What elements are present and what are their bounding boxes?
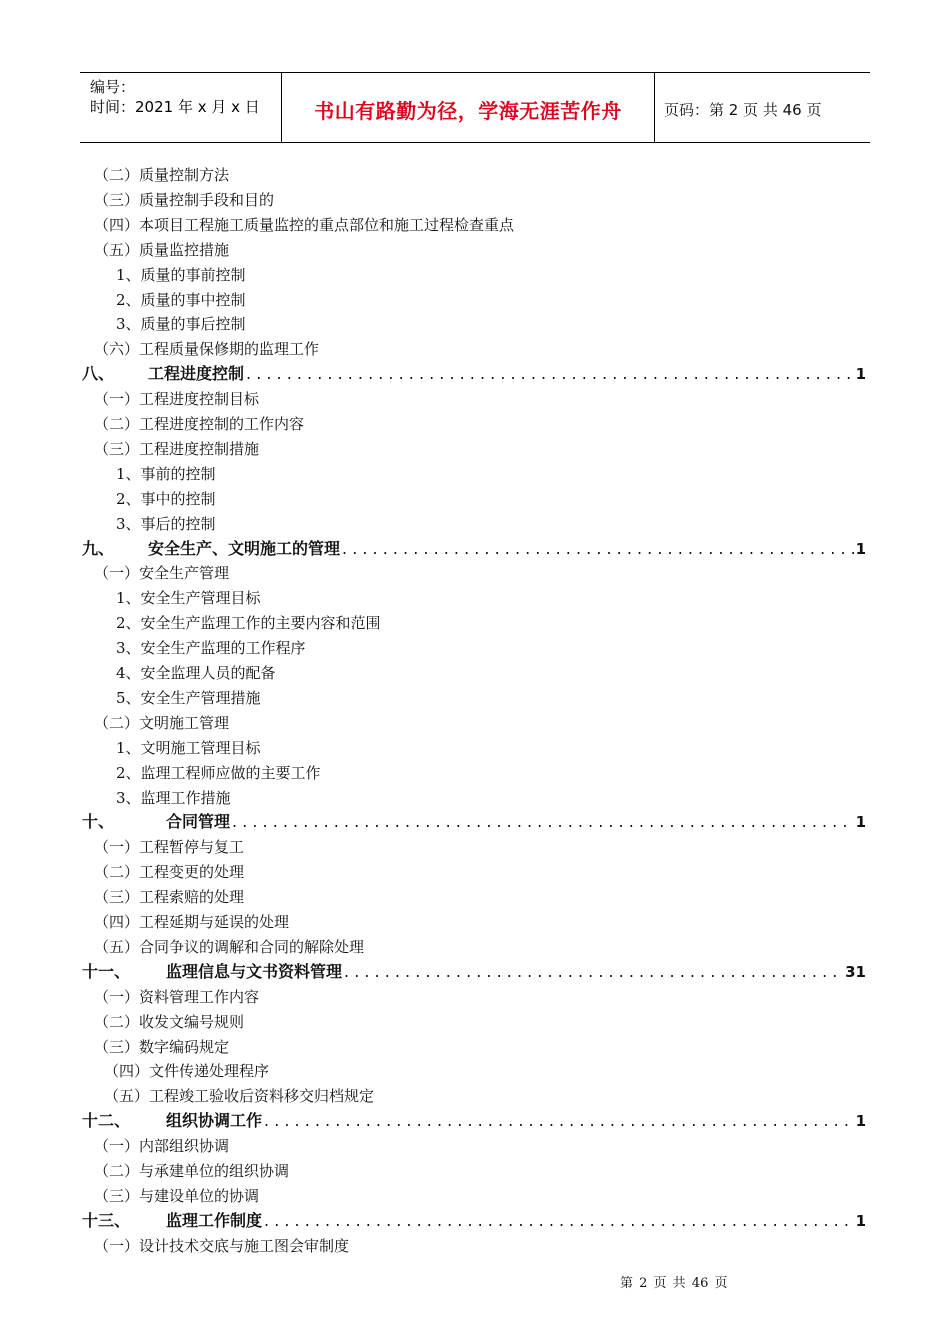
- toc-dot-leader: [342, 538, 854, 560]
- toc-section-number: 十三、: [82, 1210, 131, 1230]
- toc-item-entry: 1、质量的事前控制: [116, 265, 246, 284]
- toc-section-entry: [82, 1210, 866, 1232]
- toc-section-number: 十二、: [82, 1111, 131, 1131]
- toc-item-entry: 1、安全生产管理目标: [116, 589, 261, 608]
- toc-item-entry: 3、质量的事后控制: [116, 315, 246, 334]
- toc-item-entry: 5、安全生产管理措施: [116, 688, 261, 707]
- toc-page-number: 31: [845, 962, 866, 981]
- toc-subsection-entry: （三）工程进度控制措施: [94, 439, 260, 458]
- toc-item-entry: 2、监理工程师应做的主要工作: [116, 763, 321, 782]
- toc-subsection-entry: （二）与承建单位的组织协调: [94, 1162, 290, 1180]
- page-footer: 第 2 页 共 46 页: [620, 1276, 728, 1291]
- toc-subsection-entry: （三）与建设单位的协调: [94, 1186, 260, 1205]
- toc-subsection-entry: （二）收发文编号规则: [94, 1012, 245, 1031]
- toc-subsection-entry: （一）安全生产管理: [94, 564, 230, 583]
- toc-item-entry: 2、安全生产监理工作的主要内容和范围: [116, 614, 381, 633]
- toc-subsection-entry: （六）工程质量保修期的监理工作: [94, 340, 320, 359]
- toc-item-entry: 4、安全监理人员的配备: [116, 664, 276, 682]
- header-page-label: 页码：第 2 页 共 46 页: [664, 101, 822, 119]
- toc-section-title: 监理信息与文书资料管理: [166, 961, 343, 981]
- toc-section-title: 安全生产、文明施工的管理: [148, 538, 341, 558]
- toc-subsection-entry: （一）设计技术交底与施工图会审制度: [94, 1236, 350, 1255]
- toc-section-title: 组织协调工作: [166, 1111, 263, 1131]
- toc-subsection-entry: （五）合同争议的调解和合同的解除处理: [94, 937, 365, 956]
- toc-dot-leader: [232, 811, 854, 833]
- toc-subsection-entry: （三）数字编码规定: [94, 1037, 230, 1056]
- toc-subsection-entry: （三）工程索赔的处理: [94, 888, 245, 907]
- toc-section-number: 八、: [82, 364, 115, 384]
- toc-page-number: 1: [855, 365, 866, 384]
- toc-subsection-entry: （一）工程进度控制目标: [94, 390, 260, 409]
- toc-subsection-entry: （二）工程变更的处理: [94, 863, 245, 882]
- toc-subsection-entry: （二）文明施工管理: [94, 713, 230, 732]
- toc-section-entry: [82, 363, 866, 385]
- toc-section-entry: [82, 1110, 866, 1132]
- toc-page-number: 1: [855, 813, 866, 832]
- toc-section-entry: [82, 538, 866, 560]
- toc-item-entry: 2、质量的事中控制: [116, 290, 246, 309]
- toc-dot-leader: [264, 1110, 854, 1132]
- toc-item-entry: 3、安全生产监理的工作程序: [116, 639, 306, 658]
- toc-section-entry: [82, 811, 866, 833]
- toc-subsection-entry: （四）文件传递处理程序: [104, 1062, 270, 1081]
- toc-subsection-entry: （五）质量监控措施: [94, 240, 230, 259]
- toc-page-number: 1: [855, 539, 866, 558]
- toc-subsection-entry: （四）工程延期与延误的处理: [94, 913, 290, 931]
- toc-item-entry: 1、文明施工管理目标: [116, 738, 261, 757]
- toc-item-entry: 2、事中的控制: [116, 489, 216, 508]
- toc-subsection-entry: （五）工程竣工验收后资料移交归档规定: [104, 1087, 375, 1106]
- toc-section-number: 十、: [82, 812, 115, 832]
- toc-section-title: 监理工作制度: [166, 1210, 263, 1230]
- toc-page-number: 1: [855, 1112, 866, 1131]
- toc-subsection-entry: （一）工程暂停与复工: [94, 838, 245, 857]
- toc-subsection-entry: （一）资料管理工作内容: [94, 987, 260, 1006]
- toc-subsection-entry: （二）工程进度控制的工作内容: [94, 415, 305, 433]
- document-time-label: 时间：2021 年 x 月 x 日: [90, 98, 260, 116]
- toc-subsection-entry: （四）本项目工程施工质量监控的重点部位和施工过程检查重点: [94, 215, 515, 234]
- toc-section-title: 合同管理: [166, 812, 231, 832]
- toc-page-number: 1: [855, 1211, 866, 1230]
- toc-dot-leader: [264, 1210, 854, 1232]
- toc-section-number: 九、: [82, 538, 115, 558]
- toc-item-entry: 1、事前的控制: [116, 464, 216, 483]
- toc-subsection-entry: （一）内部组织协调: [94, 1137, 230, 1156]
- toc-dot-leader: [246, 363, 854, 385]
- header-motto: 书山有路勤为径，学海无涯苦作舟: [314, 99, 622, 123]
- toc-section-number: 十一、: [82, 961, 131, 981]
- toc-item-entry: 3、监理工作措施: [116, 788, 231, 807]
- toc-subsection-entry: （三）质量控制手段和目的: [94, 190, 275, 209]
- toc-dot-leader: [344, 961, 843, 983]
- toc-section-entry: [82, 961, 866, 983]
- toc-subsection-entry: （二）质量控制方法: [94, 166, 230, 184]
- toc-section-title: 工程进度控制: [148, 364, 245, 384]
- document-number-label: 编号：: [90, 78, 136, 96]
- toc-item-entry: 3、事后的控制: [116, 514, 216, 533]
